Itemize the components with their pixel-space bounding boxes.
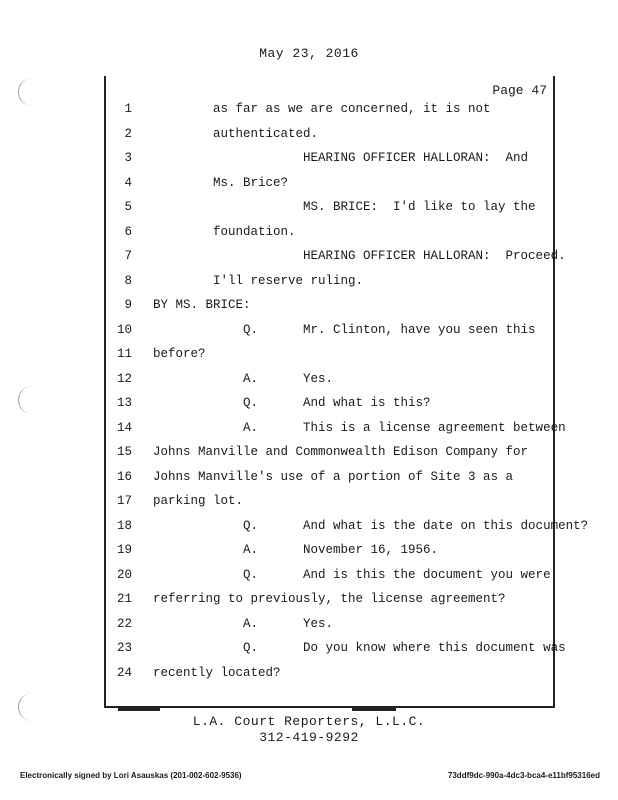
line-number: 13 <box>116 396 132 410</box>
line-number: 5 <box>124 200 132 214</box>
line-text: Q. And is this the document you were <box>153 567 551 582</box>
line-text: HEARING OFFICER HALLORAN: And <box>153 151 529 165</box>
transcript-line <box>0 225 618 249</box>
line-number: 14 <box>116 420 132 435</box>
transcript-line <box>0 445 618 469</box>
line-number: 15 <box>116 445 132 459</box>
electronic-signature-note: Electronically signed by Lori Asauskas (201-002-602-9536) <box>20 771 242 780</box>
line-text: Q. And what is the date on this document? <box>153 518 589 533</box>
line-number: 9 <box>124 298 132 312</box>
header-date: May 23, 2016 <box>259 46 359 61</box>
reporter-firm-name: L.A. Court Reporters, L.L.C. <box>192 714 426 729</box>
line-text: Johns Manville and Commonwealth Edison Company for <box>153 445 529 459</box>
frame-tab-left <box>118 707 160 711</box>
page-frame-bottom-rule <box>104 706 555 708</box>
transcript-line <box>0 592 618 616</box>
line-text: A. November 16, 1956. <box>153 543 439 557</box>
line-number: 16 <box>116 469 132 484</box>
transcript-line <box>0 176 618 200</box>
transcript-line <box>0 470 618 494</box>
line-number: 7 <box>124 249 132 263</box>
line-number: 4 <box>124 175 132 190</box>
line-number: 12 <box>116 371 132 386</box>
line-text: Ms. Brice? <box>153 175 289 190</box>
line-text: MS. BRICE: I'd like to lay the <box>153 200 536 214</box>
transcript-line <box>0 421 618 445</box>
line-number: 22 <box>116 616 132 631</box>
transcript-line <box>0 151 618 175</box>
transcript-line <box>0 617 618 641</box>
line-text: authenticated. <box>153 126 319 141</box>
line-text: before? <box>153 347 206 361</box>
transcript-line <box>0 127 618 151</box>
line-number: 19 <box>116 543 132 557</box>
line-number: 11 <box>116 347 132 361</box>
line-text: foundation. <box>153 224 296 239</box>
reporter-phone: 312-419-9292 <box>259 730 359 745</box>
transcript-line <box>0 249 618 273</box>
line-text: Q. Mr. Clinton, have you seen this <box>153 322 536 337</box>
line-text: parking lot. <box>153 494 244 508</box>
transcript-line <box>0 347 618 371</box>
line-text: A. Yes. <box>153 616 334 631</box>
transcript-line <box>0 102 618 126</box>
transcript-line <box>0 543 618 567</box>
line-text: I'll reserve ruling. <box>153 273 364 288</box>
transcript-line <box>0 494 618 518</box>
line-text: Q. And what is this? <box>153 396 431 410</box>
line-text: Johns Manville's use of a portion of Site 3 as a <box>153 469 514 484</box>
line-number: 24 <box>116 665 132 680</box>
line-number: 18 <box>116 518 132 533</box>
line-number: 23 <box>116 641 132 655</box>
transcript-line <box>0 372 618 396</box>
transcript-line <box>0 298 618 322</box>
transcript-line <box>0 396 618 420</box>
transcript-line <box>0 200 618 224</box>
line-number: 17 <box>116 494 132 508</box>
page-number: Page 47 <box>492 83 547 98</box>
transcript-line <box>0 519 618 543</box>
transcript-line <box>0 274 618 298</box>
frame-tab-right <box>352 707 396 711</box>
document-hash: 73ddf9dc-990a-4dc3-bca4-e11bf95316ed <box>447 771 600 780</box>
transcript-line <box>0 666 618 690</box>
line-number: 6 <box>124 224 132 239</box>
transcript-line <box>0 641 618 665</box>
line-text: HEARING OFFICER HALLORAN: Proceed. <box>153 249 566 263</box>
line-text: Q. Do you know where this document was <box>153 641 566 655</box>
transcript-line <box>0 568 618 592</box>
line-text: recently located? <box>153 665 281 680</box>
line-text: A. Yes. <box>153 371 334 386</box>
line-number: 3 <box>124 151 132 165</box>
line-text: A. This is a license agreement between <box>153 420 566 435</box>
line-number: 2 <box>124 126 132 141</box>
line-number: 8 <box>124 273 132 288</box>
line-text: BY MS. BRICE: <box>153 298 251 312</box>
line-number: 10 <box>116 322 132 337</box>
transcript-line <box>0 323 618 347</box>
line-number: 1 <box>124 102 132 116</box>
line-number: 20 <box>116 567 132 582</box>
line-text: as far as we are concerned, it is not <box>153 102 491 116</box>
line-text: referring to previously, the license agreement? <box>153 592 506 606</box>
line-number: 21 <box>116 592 132 606</box>
